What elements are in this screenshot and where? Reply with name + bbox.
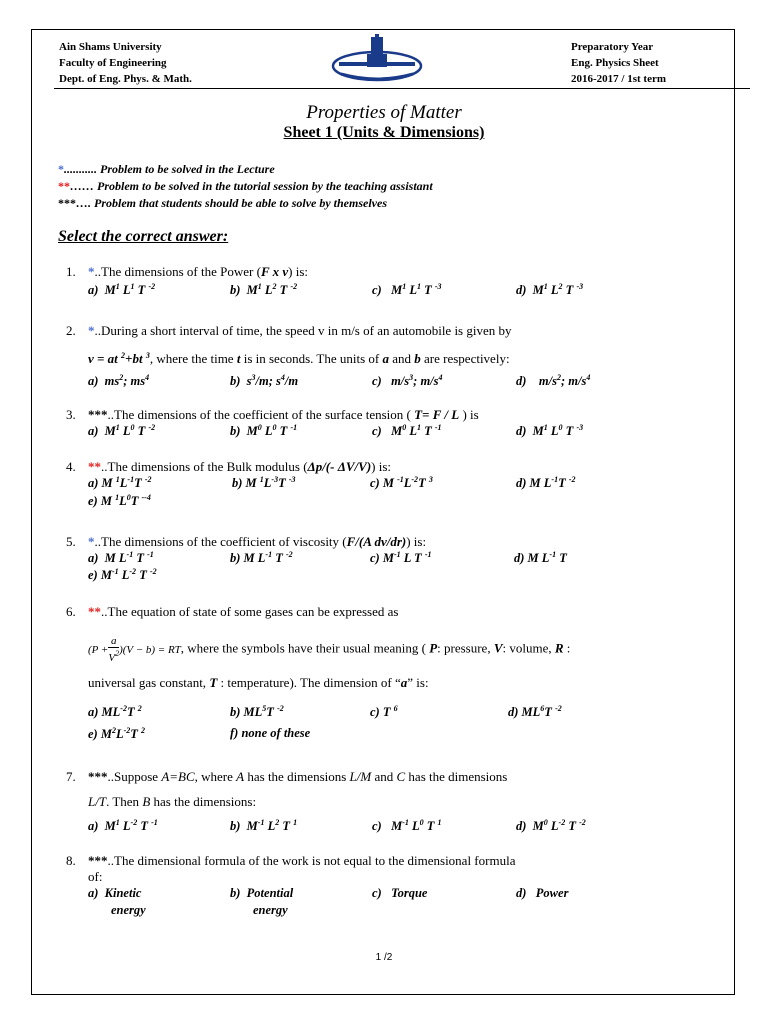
- formula: v = at $^2$+bt $^3$: [88, 351, 150, 366]
- header-left: [59, 39, 192, 87]
- question-2-line-2: [88, 347, 510, 367]
- question-text: has the dimensions: [244, 769, 350, 784]
- legend-item-lecture: [58, 161, 433, 178]
- formula: b: [414, 351, 421, 366]
- option-c[interactable]: c) $m/s^3$; $m/s^4$: [372, 373, 443, 388]
- option-a[interactable]: a) $ms^2$; $ms^4$: [88, 373, 150, 388]
- question-7-line-2: [88, 793, 256, 810]
- option-f[interactable]: f) none of these: [230, 726, 311, 740]
- question-text: ..During a short interval of time, the speed v in m/s of an automobile is given by: [94, 323, 512, 338]
- question-text: and: [371, 769, 397, 784]
- question-text: ) is:: [288, 264, 309, 279]
- formula: L/T: [88, 794, 107, 809]
- question-6: [66, 603, 398, 620]
- formula: F/(A dv/dr): [346, 534, 407, 549]
- question-text: of:: [88, 869, 103, 884]
- question-text: ..The dimensions of the Power (: [94, 264, 261, 279]
- question-number: 5.: [66, 534, 76, 549]
- symbol: a: [400, 675, 408, 690]
- option-b[interactable]: b) $M^1$ $L^2$ T $^{-2}$: [230, 282, 298, 297]
- question-5: [66, 533, 426, 550]
- option-c[interactable]: c) $M^{-1}$ L T $^{-1}$: [370, 550, 432, 565]
- formula: F x v: [260, 264, 289, 279]
- symbol: A: [236, 769, 245, 784]
- question-text: : pressure,: [437, 640, 494, 656]
- option-a-line-2: energy: [111, 903, 146, 917]
- question-7: [66, 768, 507, 785]
- header-university: Ain Shams University: [59, 41, 162, 53]
- question-text: , where the symbols have their usual meaning (: [180, 640, 430, 656]
- header-sheet: Eng. Physics Sheet: [571, 57, 659, 69]
- page-subtitle: Sheet 1 (Units & Dimensions): [283, 124, 485, 141]
- option-a[interactable]: a) Kinetic: [88, 886, 142, 900]
- page-title: Properties of Matter: [306, 102, 462, 123]
- question-number: 4.: [66, 459, 76, 474]
- question-number: 7.: [66, 769, 76, 784]
- question-8: [66, 852, 515, 869]
- option-d[interactable]: d) $M^1$ $L^0$ T $^{-3}$: [516, 423, 584, 438]
- symbol: C: [396, 769, 406, 784]
- option-c[interactable]: c) T $^6$: [370, 704, 398, 719]
- star-marker: ***: [88, 769, 108, 784]
- question-text: has the dimensions: [405, 769, 508, 784]
- legend-text: …… Problem to be solved in the tutorial session by the teaching assistant: [70, 179, 433, 193]
- question-text: :: [563, 640, 571, 656]
- star-marker: ***: [58, 196, 76, 210]
- question-6-line-2: [88, 636, 570, 664]
- option-e[interactable]: e) $M^{-1}$ $L^{-2}$ T $^{-2}$: [88, 567, 157, 582]
- option-a[interactable]: a) M $L^{-1}$ T $^{-1}$: [88, 550, 154, 565]
- option-c[interactable]: c) M $^{-1}L^{-2}T$ $^3$: [370, 475, 433, 490]
- question-text: and: [388, 351, 415, 366]
- star-marker: *: [88, 264, 95, 279]
- question-text: ..The dimensional formula of the work is not equal to the dimensional formula: [107, 853, 516, 868]
- star-marker: ***: [88, 853, 108, 868]
- option-e[interactable]: e) M $^1L^0T$ $^{--4}$: [88, 493, 151, 508]
- question-number: 3.: [66, 407, 76, 422]
- header-right: [571, 39, 666, 87]
- question-number: 1.: [66, 264, 76, 279]
- header-rule: [54, 88, 750, 89]
- star-marker: *: [88, 323, 95, 338]
- option-d[interactable]: d) Power: [516, 886, 569, 900]
- symbol: P: [429, 640, 438, 656]
- section-heading: Select the correct answer:: [58, 228, 229, 245]
- star-marker: ***: [88, 407, 108, 422]
- option-b-line-2: energy: [253, 903, 288, 917]
- option-a[interactable]: a) $ML^{-2}T$ $^2$: [88, 704, 142, 719]
- question-text: ..Suppose: [107, 769, 162, 784]
- option-c[interactable]: c) $M^{-1}$ $L^0$ T $^1$: [372, 818, 442, 833]
- question-2: [66, 322, 512, 339]
- formula: t: [236, 351, 241, 366]
- option-b[interactable]: b) $M^0$ $L^0$ T $^{-1}$: [230, 423, 298, 438]
- header-year: Preparatory Year: [571, 41, 654, 53]
- option-b[interactable]: b) Potential: [230, 886, 294, 900]
- question-text: , where: [194, 769, 237, 784]
- legend-item-self: [58, 195, 433, 212]
- symbol: V: [493, 640, 503, 656]
- question-text: are respectively:: [420, 351, 510, 366]
- option-c[interactable]: c) Torque: [372, 886, 428, 900]
- header-faculty: Faculty of Engineering: [59, 57, 167, 69]
- option-d[interactable]: d) M $L^{-1}T$ $^{-2}$: [516, 475, 576, 490]
- question-text: , where the time: [149, 351, 237, 366]
- page-number: 1 /2: [375, 952, 393, 963]
- question-text: ..The dimensions of the Bulk modulus (: [101, 459, 308, 474]
- question-number: 6.: [66, 604, 76, 619]
- question-text: ) is:: [406, 534, 427, 549]
- option-b[interactable]: b) M $^1L^{-3}T$ $^{-3}$: [232, 475, 296, 490]
- formula: T= F / L: [414, 407, 460, 422]
- option-d[interactable]: d) $M^0$ $L^{-2}$ T $^{-2}$: [516, 818, 586, 833]
- question-text: : volume,: [502, 640, 555, 656]
- question-text: ..The dimensions of the coefficient of the surface tension (: [107, 407, 415, 422]
- question-text: ..The dimensions of the coefficient of viscosity (: [94, 534, 347, 549]
- option-a[interactable]: a) $M^1$ $L^{-2}$ T $^{-1}$: [88, 818, 158, 833]
- symbol: T: [209, 675, 218, 690]
- star-marker: *: [58, 162, 64, 176]
- option-a[interactable]: a) M $^1L^{-1}T$ $^{-2}$: [88, 475, 152, 490]
- question-4: [66, 458, 391, 475]
- symbol: B: [142, 794, 151, 809]
- question-number: 2.: [66, 323, 76, 338]
- formula: a: [382, 351, 389, 366]
- option-d[interactable]: d) $M^1$ $L^2$ T $^{-3}$: [516, 282, 584, 297]
- star-marker: *: [88, 534, 95, 549]
- legend-item-tutorial: [58, 178, 433, 195]
- question-number: 8.: [66, 853, 76, 868]
- question-text: has the dimensions:: [150, 794, 257, 809]
- question-6-line-3: [88, 674, 429, 691]
- option-d[interactable]: d) $ML^6T$ $^{-2}$: [508, 704, 562, 719]
- question-text: ) is:: [371, 459, 392, 474]
- question-text: is in seconds. The units of: [240, 351, 383, 366]
- header-term: 2016-2017 / 1st term: [571, 73, 667, 85]
- legend-text: …. Problem that students should be able to solve by themselves: [76, 196, 387, 210]
- question-3: [66, 406, 479, 423]
- formula: A=BC: [161, 769, 195, 784]
- star-marker: **: [88, 604, 101, 619]
- question-text: universal gas constant,: [88, 675, 210, 690]
- question-8-line-2: [88, 868, 102, 885]
- option-b[interactable]: b) $M^{-1}$ $L^2$ T $^1$: [230, 818, 298, 833]
- option-a[interactable]: a) $M^1$ $L^0$ T $^{-2}$: [88, 423, 156, 438]
- question-text: : temperature). The dimension of “: [217, 675, 401, 690]
- header-rule-tail: [735, 88, 750, 89]
- formula: Δp/(- ΔV/V): [307, 459, 372, 474]
- option-c[interactable]: c) $M^1$ $L^1$ T $^{-3}$: [372, 282, 442, 297]
- symbol: R: [554, 640, 564, 656]
- option-b[interactable]: b) $s^3/m$; $s^4/m$: [230, 373, 299, 388]
- equation-of-state: (P + $\frac{a}{V^2}$ )(V − b) = RT: [88, 635, 181, 664]
- option-a[interactable]: a) $M^1$ $L^1$ T $^{-2}$: [88, 282, 156, 297]
- question-text: . Then: [106, 794, 143, 809]
- option-b[interactable]: b) $ML^5T$ $^{-2}$: [230, 704, 284, 719]
- legend: [58, 161, 433, 212]
- option-e[interactable]: e) $M^2L^{-2}T$ $^2$: [88, 726, 146, 741]
- header-department: Dept. of Eng. Phys. & Math.: [59, 73, 192, 85]
- option-d[interactable]: d) M $L^{-1}$ T: [514, 550, 567, 565]
- question-1: [66, 263, 308, 280]
- university-logo-icon: [331, 34, 423, 84]
- formula: L/M: [349, 769, 372, 784]
- question-text: ” is:: [407, 675, 429, 690]
- option-d[interactable]: d) $m/s^2$; $m/s^4$: [516, 373, 591, 388]
- question-text: ) is: [459, 407, 479, 422]
- star-marker: **: [88, 459, 101, 474]
- option-c[interactable]: c) $M^0$ $L^1$ T $^{-1}$: [372, 423, 442, 438]
- legend-text: ........... Problem to be solved in the Lecture: [64, 162, 275, 176]
- star-marker: **: [58, 179, 70, 193]
- option-b[interactable]: b) M $L^{-1}$ T $^{-2}$: [230, 550, 293, 565]
- question-text: ..The equation of state of some gases can be expressed as: [101, 604, 399, 619]
